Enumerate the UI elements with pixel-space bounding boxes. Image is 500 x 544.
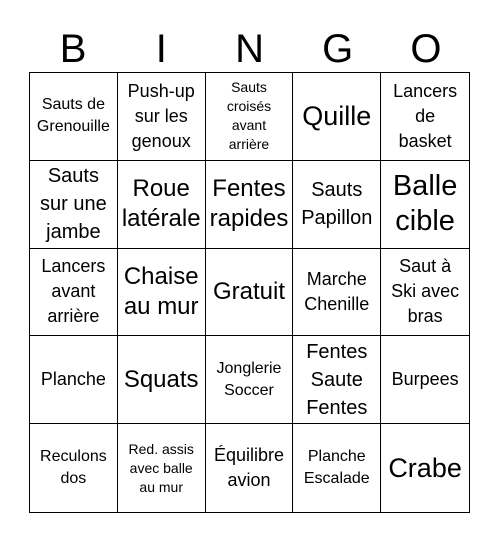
- bingo-cell-label: Saut à Ski avec bras: [391, 256, 460, 327]
- bingo-cell-g4[interactable]: [293, 336, 381, 424]
- bingo-cell-label: Lancers de basket: [393, 80, 458, 151]
- bingo-cell-label: Sauts croisés avant arrière: [226, 79, 272, 153]
- bingo-cell-o2[interactable]: [381, 161, 469, 249]
- bingo-cell-n3[interactable]: [206, 249, 294, 337]
- bingo-cell-label: Marche Chenille: [304, 268, 370, 314]
- bingo-cell-label: Fentes rapides: [209, 175, 289, 233]
- bingo-cell-label: Équilibre avion: [213, 445, 285, 491]
- header-letter-n: N: [235, 27, 264, 71]
- bingo-header: [29, 26, 470, 72]
- bingo-cell-label: Roue latérale: [121, 175, 201, 233]
- bingo-cell-o3[interactable]: [381, 249, 469, 337]
- bingo-cell-i4[interactable]: [118, 336, 206, 424]
- bingo-cell-label: Fentes Saute Fentes: [306, 340, 368, 419]
- bingo-cell-o5[interactable]: [381, 424, 469, 512]
- bingo-cell-b2[interactable]: [30, 161, 118, 249]
- bingo-cell-g2[interactable]: [293, 161, 381, 249]
- bingo-cell-g3[interactable]: [293, 249, 381, 337]
- bingo-cell-i3[interactable]: [118, 249, 206, 337]
- bingo-cell-n2[interactable]: [206, 161, 294, 249]
- bingo-cell-i2[interactable]: [118, 161, 206, 249]
- bingo-cell-n5[interactable]: [206, 424, 294, 512]
- bingo-cell-label: Reculons dos: [40, 448, 107, 488]
- bingo-cell-label: Crabe: [388, 453, 462, 484]
- header-letter-i: I: [155, 27, 167, 71]
- bingo-cell-n1[interactable]: [206, 73, 294, 161]
- bingo-cell-o4[interactable]: [381, 336, 469, 424]
- bingo-cell-g1[interactable]: [293, 73, 381, 161]
- bingo-grid: [29, 72, 470, 513]
- bingo-cell-label: Red. assis avec balle au mur: [128, 440, 194, 495]
- bingo-cell-i1[interactable]: [118, 73, 206, 161]
- bingo-cell-label: Quille: [302, 101, 372, 132]
- bingo-cell-label: Gratuit: [212, 277, 285, 305]
- bingo-cell-label: Sauts sur une jambe: [40, 165, 107, 244]
- bingo-cell-label: Push-up sur les genoux: [127, 80, 195, 151]
- bingo-cell-label: Sauts Papillon: [301, 179, 373, 230]
- bingo-cell-b3[interactable]: [30, 249, 118, 337]
- header-letter-b: B: [59, 27, 87, 71]
- bingo-cell-b1[interactable]: [30, 73, 118, 161]
- bingo-cell-b4[interactable]: [30, 336, 118, 424]
- bingo-cell-b5[interactable]: [30, 424, 118, 512]
- header-letter-g: G: [322, 27, 354, 71]
- bingo-cell-label: Burpees: [391, 369, 459, 390]
- bingo-cell-label: Squats: [123, 365, 199, 393]
- bingo-cell-label: Lancers avant arrière: [41, 256, 106, 327]
- bingo-cell-label: Planche: [40, 369, 106, 390]
- bingo-cell-label: Balle cible: [392, 170, 458, 238]
- bingo-cell-n4[interactable]: [206, 336, 294, 424]
- bingo-cell-label: Sauts de Grenouille: [36, 96, 110, 136]
- bingo-cell-i5[interactable]: [118, 424, 206, 512]
- header-letter-o: O: [410, 27, 442, 71]
- bingo-cell-label: Jonglerie Soccer: [216, 359, 282, 399]
- bingo-cell-o1[interactable]: [381, 73, 469, 161]
- bingo-cell-g5[interactable]: [293, 424, 381, 512]
- bingo-cell-label: Planche Escalade: [303, 448, 370, 488]
- bingo-cell-label: Chaise au mur: [123, 262, 199, 320]
